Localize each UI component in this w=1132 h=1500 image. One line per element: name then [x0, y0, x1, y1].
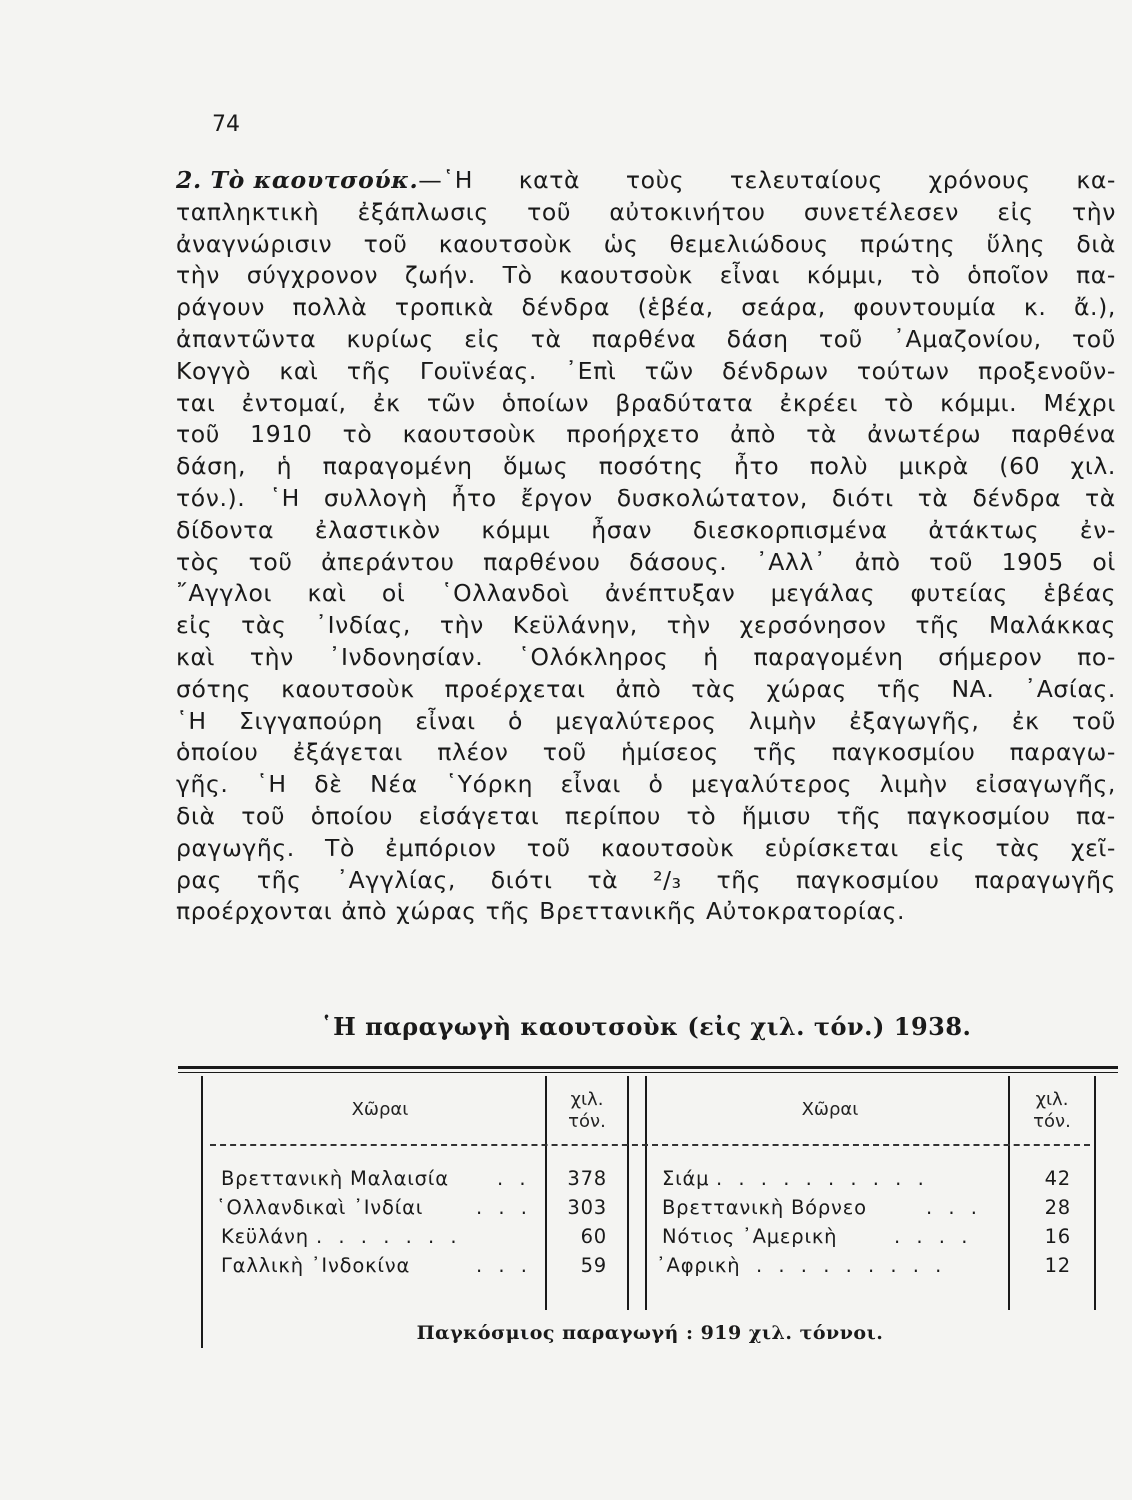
paragraph-line: ἀναγνώρισιν τοῦ καουτσοὺκ ὡς θεμελιώδους πρώτης ὕλης διὰ: [176, 229, 1116, 258]
table-divider-1: [545, 1076, 547, 1310]
table-row-left-3-value: 60: [580, 1225, 607, 1248]
table-row-left-2-dots: . . .: [476, 1196, 532, 1219]
table-top-rule: [178, 1066, 1118, 1069]
paragraph-line: δάση, ἡ παραγομένη ὅμως ποσότης ἦτο πολὺ μικρὰ (60 χιλ.: [176, 452, 1116, 481]
table-row-right-1-dots: . . . . . . . . . .: [716, 1167, 929, 1190]
table-row-right-1-value: 42: [1044, 1167, 1071, 1190]
body-paragraph: [176, 165, 1116, 928]
page-number: 74: [212, 112, 240, 137]
paragraph-line: δίδοντα ἐλαστικὸν κόμμι ἦσαν διεσκορπισμένα ἀτάκτως ἐν-: [176, 515, 1116, 544]
table-row-left-3-country: Κεϋλάνη: [221, 1225, 309, 1248]
table-top-rule-thin: [178, 1072, 1118, 1073]
paragraph-line: εἰς τὰς ᾿Ινδίας, τὴν Κεϋλάνην, τὴν χερσόνησον τῆς Μαλάκκας: [176, 611, 1116, 640]
paragraph-line: ὁποίου ἐξάγεται πλέον τοῦ ἡμίσεος τῆς παγκοσμίου παραγω-: [176, 738, 1116, 767]
paragraph-line: τοῦ 1910 τὸ καουτσοὺκ προήρχετο ἀπὸ τὰ ἀνωτέρω παρθένα: [176, 420, 1116, 449]
paragraph-line: ραγωγῆς. Τὸ ἐμπόριον τοῦ καουτσοὺκ εὑρίσκεται εἰς τὰς χεῖ-: [176, 833, 1116, 862]
paragraph-line: τὸς τοῦ ἀπεράντου παρθένου δάσους. ᾿Αλλ᾿ ἀπὸ τοῦ 1905 οἱ: [176, 547, 1116, 576]
table-row-left-2-country: ῾Ολλανδικαὶ ᾿Ινδίαι: [216, 1196, 424, 1219]
table-row-right-3-value: 16: [1044, 1225, 1071, 1248]
table-row-left-2-value: 303: [567, 1196, 607, 1219]
table-divider-2: [627, 1076, 629, 1310]
header-unit-right-2: τόν.: [1033, 1111, 1071, 1132]
paragraph-line: καὶ τὴν ᾿Ινδονησίαν. ῾Ολόκληρος ἡ παραγομένη σήμερον πο-: [176, 642, 1116, 671]
paragraph-line: σότης καουτσοὺκ προέρχεται ἀπὸ τὰς χώρας τῆς ΝΑ. ᾿Ασίας.: [176, 674, 1116, 703]
table-row-left-1-dots: . .: [497, 1167, 531, 1190]
paragraph-line: γῆς. ῾Η δὲ Νέα ῾Υόρκη εἶναι ὁ μεγαλύτερος λιμὴν εἰσαγωγῆς,: [176, 770, 1116, 799]
table-row-right-2-dots: . . .: [926, 1196, 982, 1219]
paragraph-line: ῎Αγγλοι καὶ οἱ ῾Ολλανδοὶ ἀνέπτυξαν μεγάλας φυτείας ἑβέας: [176, 579, 1116, 608]
paragraph-line: ταπληκτικὴ ἐξάπλωσις τοῦ αὐτοκινήτου συνετέλεσεν εἰς τὴν: [176, 197, 1116, 226]
table-title: ῾Η παραγωγὴ καουτσοὺκ (εἰς χιλ. τόν.) 1938.: [320, 1012, 972, 1041]
table-left-border: [201, 1076, 203, 1348]
paragraph-line: ἀπαντῶντα κυρίως εἰς τὰ παρθένα δάση τοῦ ᾿Αμαζονίου, τοῦ: [176, 324, 1116, 353]
table-row-right-4-country: ᾿Αφρικὴ: [656, 1254, 741, 1277]
table-row-right-1-country: Σιάμ: [662, 1167, 710, 1190]
paragraph-line: ται ἐντομαί, ἐκ τῶν ὁποίων βραδύτατα ἐκρέει τὸ κόμμι. Μέχρι: [176, 388, 1116, 417]
paragraph-line: διὰ τοῦ ὁποίου εἰσάγεται περίπου τὸ ἥμισυ τῆς παγκοσμίου πα-: [176, 801, 1116, 830]
table-divider-3: [645, 1076, 647, 1310]
header-country-left: Χῶραι: [351, 1099, 409, 1120]
table-right-border: [1094, 1076, 1096, 1310]
table-row-right-4-dots: . . . . . . . . .: [756, 1254, 947, 1277]
table-row-right-4-value: 12: [1044, 1254, 1071, 1277]
header-unit-left-2: τόν.: [568, 1111, 606, 1132]
table-row-right-2-country: Βρεττανικὴ Βόρνεο: [662, 1196, 867, 1219]
table-divider-4: [1008, 1076, 1010, 1310]
paragraph-line: ρας τῆς ᾿Αγγλίας, διότι τὰ ²/₃ τῆς παγκοσμίου παραγωγῆς: [176, 865, 1116, 894]
section-heading: 2. Τὸ καουτσούκ.: [176, 166, 419, 194]
table-row-left-3-dots: . . . . . . .: [316, 1225, 462, 1248]
table-header-rule: [210, 1144, 1090, 1146]
paragraph-line: Κογγὸ καὶ τῆς Γουϊνέας. ᾿Επὶ τῶν δένδρων τούτων προξενοῦν-: [176, 356, 1116, 385]
table-row-left-1-value: 378: [567, 1167, 607, 1190]
paragraph-line: τὴν σύγχρονον ζωήν. Τὸ καουτσοὺκ εἶναι κόμμι, τὸ ὁποῖον πα-: [176, 261, 1116, 290]
header-unit-left-1: χιλ.: [570, 1089, 604, 1110]
paragraph-line: ράγουν πολλὰ τροπικὰ δένδρα (ἑβέα, σεάρα, φουντουμία κ. ἄ.),: [176, 293, 1116, 322]
paragraph-line: ῾Η Σιγγαπούρη εἶναι ὁ μεγαλύτερος λιμὴν ἐξαγωγῆς, ἐκ τοῦ: [176, 706, 1116, 735]
paragraph-line: προέρχονται ἀπὸ χώρας τῆς Βρεττανικῆς Αὐτοκρατορίας.: [176, 897, 906, 926]
table-row-left-4-value: 59: [580, 1254, 607, 1277]
header-unit-right-1: χιλ.: [1035, 1089, 1069, 1110]
table-row-right-3-country: Νότιος ᾿Αμερικὴ: [662, 1225, 838, 1248]
table-row-right-2-value: 28: [1044, 1196, 1071, 1219]
table-footer-total: Παγκόσμιος παραγωγή : 919 χιλ. τόννοι.: [416, 1322, 884, 1344]
header-country-right: Χῶραι: [801, 1099, 859, 1120]
paragraph-line: τόν.). ῾Η συλλογὴ ἦτο ἔργον δυσκολώτατον, διότι τὰ δένδρα τὰ: [176, 483, 1116, 512]
table-row-left-4-country: Γαλλικὴ ᾿Ινδοκίνα: [221, 1254, 411, 1277]
table-row-right-3-dots: . . . .: [894, 1225, 973, 1248]
table-row-left-1-country: Βρεττανικὴ Μαλαισία: [221, 1167, 449, 1190]
table-row-left-4-dots: . . .: [476, 1254, 532, 1277]
paragraph-line: 2. Τὸ καουτσούκ.—῾Η κατὰ τοὺς τελευταίους χρόνους κα-: [176, 165, 1116, 197]
